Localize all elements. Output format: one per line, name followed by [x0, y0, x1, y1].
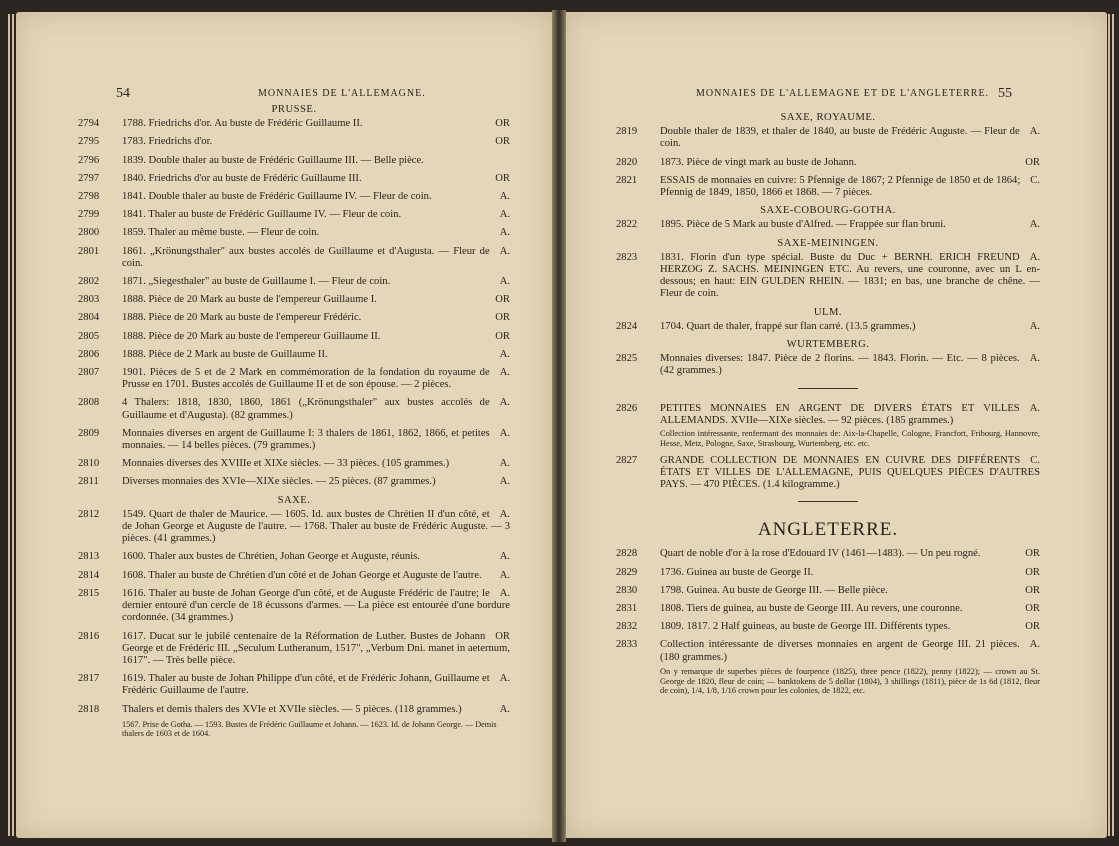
catalog-entry [78, 331, 510, 343]
section-title: PRUSSE. [271, 104, 317, 115]
page-number: 55 [998, 86, 1012, 101]
section-title: SAXE-MEININGEN. [777, 237, 879, 249]
separator-rule [798, 388, 858, 389]
lot-description [122, 312, 510, 324]
lot-description [660, 219, 1040, 231]
lot-description [122, 331, 510, 343]
section-title: ULM. [813, 306, 843, 318]
catalog-entry [616, 157, 1040, 169]
lot-number: 2795 [78, 136, 100, 148]
lot-description [122, 349, 510, 361]
catalog-entry [616, 585, 1040, 597]
section-title: SAXE, ROYAUME. [780, 112, 876, 123]
lot-text: 1600. Thaler aux bustes de Chrétien, Johan George et Auguste, réunis. [122, 551, 420, 563]
lot-number: 2823 [616, 251, 638, 263]
lot-description [660, 455, 1040, 492]
catalog-entry [78, 631, 510, 668]
metal-tag: A. [499, 458, 510, 470]
metal-tag: A. [499, 276, 510, 288]
lot-description [660, 175, 1040, 199]
lot-number: 2824 [616, 320, 638, 332]
lot-description [660, 621, 1040, 633]
lot-description [660, 603, 1040, 615]
footnote: 1567. Prise de Gotha. — 1593. Bustes de Frédéric Guillaume et Johann. — 1623. Id. de Johann George. — Demis thalers de 1603 et de 1604. [122, 719, 497, 739]
catalog-entry [616, 639, 1040, 663]
england-note: On y remarque de superbes pièces de fourpence (1825), three pence (1822), penny (1822); — crown au St. George de 1820, fleur de coin; — banktokens de 5 dollar (1804), 3 shillings (1811), pièce de 1s 6d (1812, fleur de coin), 1/4, 1/8, 1/16 crown pour les colonies, de 1822, etc. [660, 666, 1040, 696]
lot-description [122, 704, 510, 716]
lot-number: 2799 [78, 209, 100, 221]
catalog-entry [78, 458, 510, 470]
lot-description [122, 458, 510, 470]
lot-text: 1831. Florin d'un type spécial. Buste du Duc + BERNH. ERICH FREUND HERZOG Z. SACHS. MEININGEN ETC. Au revers, une couronne, avec un L en-dessous; en haut: EIN GULDEN RHEIN. — 1831; en bas, une branche de chêne. — Fleur de coin. [660, 251, 1040, 300]
lot-description [122, 118, 510, 130]
catalog-entry [616, 219, 1040, 231]
metal-tag: OR [1025, 548, 1040, 560]
catalog-entry [78, 349, 510, 361]
lot-description [122, 294, 510, 306]
lot-description [660, 567, 1040, 579]
lot-text: 1608. Thaler au buste de Chrétien d'un côté et de Johan George et Auguste de l'autre. [122, 569, 482, 581]
lot-number: 2805 [78, 330, 100, 342]
lot-text: 1888. Pièce de 20 Mark au buste de l'empereur Guillaume II. [122, 330, 381, 342]
catalog-entry [78, 704, 510, 716]
catalog-entry [78, 155, 510, 167]
catalog-entry [78, 294, 510, 306]
collection-note: Collection intéressante, renfermant des monnaies de: Aix-la-Chapelle, Cologne, Francfort, Fribourg, Hannovre, Hesse, Metz, Pologne, Saxe, Strasbourg, Wurtemberg, etc. etc. [660, 429, 1040, 448]
lot-number: 2820 [616, 156, 638, 168]
catalog-entry [78, 428, 510, 452]
lot-text: 1888. Pièce de 20 Mark au buste de l'empereur Frédéric. [122, 312, 362, 324]
lot-description [660, 126, 1040, 150]
lot-number: 2817 [78, 673, 100, 685]
lot-text: 1888. Pièce de 2 Mark au buste de Guillaume II. [122, 348, 328, 360]
metal-tag: A. [499, 397, 510, 409]
lot-text: 1888. Pièce de 20 Mark au buste de l'empereur Guillaume I. [122, 294, 377, 306]
metal-tag: A. [499, 227, 510, 239]
metal-tag: A. [499, 476, 510, 488]
lot-description [122, 476, 510, 488]
catalog-entry [78, 570, 510, 582]
lot-number: 2801 [78, 245, 100, 257]
book-gutter [552, 10, 566, 842]
england-title: ANGLETERRE. [757, 519, 899, 541]
metal-tag: OR [495, 294, 510, 306]
metal-tag: OR [1025, 621, 1040, 633]
lot-description [122, 227, 510, 239]
metal-tag: A. [1029, 402, 1040, 414]
catalog-entry [616, 126, 1040, 150]
lot-number: 2794 [78, 118, 100, 130]
lot-number: 2821 [616, 174, 638, 186]
lot-description [660, 252, 1040, 301]
lot-number: 2803 [78, 294, 100, 306]
catalog-entry [616, 548, 1040, 560]
lot-description [122, 509, 510, 546]
lot-text: 1783. Friedrichs d'or. [122, 136, 213, 148]
lot-number: 2825 [616, 353, 638, 365]
metal-tag: OR [495, 172, 510, 184]
metal-tag: A. [1029, 251, 1040, 263]
catalog-entry [616, 252, 1040, 301]
catalog-entry [78, 173, 510, 185]
lot-number: 2802 [78, 276, 100, 288]
metal-tag: OR [1025, 156, 1040, 168]
lot-text: 1549. Quart de thaler de Maurice. — 1605. Id. aux bustes de Chrétien II d'un côté, et de Johan George et Auguste de l'autre. — 1768. Thaler au buste de Frédéric Auguste. — 3 pièces. (41 grammes.) [122, 508, 510, 545]
metal-tag: A. [499, 569, 510, 581]
lot-number: 2800 [78, 227, 100, 239]
lot-number: 2829 [616, 566, 638, 578]
metal-tag: A. [499, 508, 510, 520]
catalog-entry [78, 227, 510, 239]
lot-text: 1901. Pièces de 5 et de 2 Mark en commémoration de la fondation du royaume de Prusse en 1701. Bustes accolés de Guillaume II et de son épouse. — 2 pièces. [122, 367, 490, 391]
lot-number: 2832 [616, 621, 638, 633]
metal-tag: A. [499, 245, 510, 257]
metal-tag: A. [499, 703, 510, 715]
lot-text: 1839. Double thaler au buste de Frédéric Guillaume III. — Belle pièce. [122, 154, 424, 166]
lot-description [122, 551, 510, 563]
catalog-entry [78, 551, 510, 563]
catalog-entry [616, 603, 1040, 615]
catalog-entry [78, 276, 510, 288]
lot-text: 1861. „Krönungsthaler" aux bustes accolés de Guillaume et d'Augusta. — Fleur de coin. [122, 245, 490, 269]
page-edge [1108, 14, 1110, 836]
lot-text: 1841. Double thaler au buste de Frédéric Guillaume IV. — Fleur de coin. [122, 191, 432, 203]
lot-text: 1841. Thaler au buste de Frédéric Guillaume IV. — Fleur de coin. [122, 209, 402, 221]
catalog-entry [616, 621, 1040, 633]
lot-number: 2806 [78, 348, 100, 360]
lot-description [122, 588, 510, 625]
metal-tag: OR [1025, 566, 1040, 578]
page-number: 54 [116, 86, 130, 101]
lot-text: Monnaies diverses des XVIIIe et XIXe siècles. — 33 pièces. (105 grammes.) [122, 458, 450, 470]
lot-description [660, 548, 1040, 560]
lot-text: 1859. Thaler au même buste. — Fleur de coin. [122, 227, 320, 239]
lot-number: 2831 [616, 603, 638, 615]
metal-tag: A. [499, 367, 510, 379]
lot-number: 2827 [616, 454, 638, 466]
left-content [78, 102, 510, 739]
lot-description [122, 246, 510, 270]
metal-tag: A. [499, 551, 510, 563]
catalog-entry [78, 191, 510, 203]
lot-text: ESSAIS de monnaies en cuivre: 5 Pfennige de 1867; 2 Pfennige de 1850 et de 1864; Pfennig de 1849, 1850, 1866 et 1868. — 7 pièces. [660, 174, 1021, 199]
running-head: MONNAIES DE L'ALLEMAGNE ET DE L'ANGLETERRE. [696, 88, 990, 99]
lot-text: Collection intéressante de diverses monnaies en argent de George III. 21 pièces. (180 grammes.) [660, 639, 1020, 663]
lot-number: 2813 [78, 551, 100, 563]
lot-description [122, 428, 510, 452]
metal-tag: OR [495, 136, 510, 148]
lot-text: 1704. Quart de thaler, frappé sur flan carré. (13.5 grammes.) [660, 320, 916, 332]
catalog-entry [616, 353, 1040, 377]
right-content [616, 110, 1040, 696]
lot-description [660, 585, 1040, 597]
lot-number: 2830 [616, 584, 638, 596]
lot-number: 2804 [78, 312, 100, 324]
lot-text: 1788. Friedrichs d'or. Au buste de Frédéric Guillaume II. [122, 118, 363, 130]
lot-number: 2826 [616, 402, 638, 414]
lot-description [660, 403, 1040, 427]
page-edge [1112, 14, 1114, 836]
section-title: WURTEMBERG. [786, 339, 870, 351]
catalog-entry [616, 321, 1040, 333]
lot-number: 2796 [78, 154, 100, 166]
lot-text: Double thaler de 1839, et thaler de 1840, au buste de Frédéric Auguste. — Fleur de coin. [660, 126, 1020, 150]
lot-description [122, 673, 510, 697]
lot-text: Monnaies diverses: 1847. Pièce de 2 florins. — 1843. Florin. — Etc. — 8 pièces. (42 grammes.) [660, 353, 1020, 377]
metal-tag: C. [1030, 454, 1040, 466]
lot-number: 2798 [78, 191, 100, 203]
lot-number: 2833 [616, 639, 638, 651]
lot-text: 1798. Guinea. Au buste de George III. — Belle pièce. [660, 584, 888, 596]
lot-text: 1808. Tiers de guinea, au buste de George III. Au revers, une couronne. [660, 603, 963, 615]
lot-description [122, 631, 510, 668]
left-page [16, 12, 552, 838]
lot-description [122, 209, 510, 221]
lot-text: Monnaies diverses en argent de Guillaume I: 3 thalers de 1861, 1862, 1866, et petites monnaies. — 14 belles pièces. (79 grammes.) [122, 427, 490, 452]
lot-text: Thalers et demis thalers des XVIe et XVIIe siècles. — 5 pièces. (118 grammes.) [122, 703, 462, 715]
metal-tag: A. [499, 191, 510, 203]
metal-tag: A. [1029, 353, 1040, 365]
page-edge [12, 14, 14, 836]
metal-tag: A. [1029, 219, 1040, 231]
lot-text: 1619. Thaler au buste de Johan Philippe d'un côté, et de Frédéric Johann, Guillaume et Frédéric Guillaume de l'autre. [122, 673, 490, 697]
separator-rule [798, 501, 858, 502]
metal-tag: C. [1030, 174, 1040, 186]
metal-tag: A. [1029, 126, 1040, 138]
lot-text: 1871. „Siegesthaler" au buste de Guillaume I. — Fleur de coin. [122, 276, 391, 288]
lot-text: 1895. Pièce de 5 Mark au buste d'Alfred. — Frappée sur flan bruni. [660, 219, 946, 231]
metal-tag: A. [499, 673, 510, 685]
lot-description [122, 276, 510, 288]
lot-description [122, 173, 510, 185]
lot-number: 2822 [616, 219, 638, 231]
lot-text: 1809. 1817. 2 Half guineas, au buste de George III. Différents types. [660, 621, 951, 633]
lot-text: Diverses monnaies des XVIe—XIXe siècles. — 25 pièces. (87 grammes.) [122, 476, 436, 488]
lot-number: 2809 [78, 427, 100, 439]
lot-description [122, 136, 510, 148]
lot-number: 2811 [78, 476, 99, 488]
catalog-entry [78, 209, 510, 221]
metal-tag: OR [495, 118, 510, 130]
lot-description [122, 397, 510, 421]
metal-tag: OR [495, 630, 510, 642]
catalog-entry [616, 567, 1040, 579]
catalog-entry [78, 397, 510, 421]
lot-number: 2828 [616, 548, 638, 560]
catalog-entry [616, 455, 1040, 492]
lot-description [660, 321, 1040, 333]
lot-text: 1736. Guinea au buste de George II. [660, 566, 814, 578]
section-title: SAXE. [277, 494, 311, 506]
catalog-entry [78, 246, 510, 270]
lot-number: 2816 [78, 630, 100, 642]
catalog-entry [78, 367, 510, 391]
lot-description [122, 155, 510, 167]
catalog-entry [78, 312, 510, 324]
metal-tag: OR [1025, 603, 1040, 615]
page-edge [8, 14, 10, 836]
lot-number: 2810 [78, 458, 100, 470]
lot-number: 2797 [78, 172, 100, 184]
catalog-entry [78, 136, 510, 148]
catalog-entry [616, 403, 1040, 427]
metal-tag: A. [1029, 639, 1040, 651]
metal-tag: OR [495, 330, 510, 342]
metal-tag: OR [495, 312, 510, 324]
lot-text: 1616. Thaler au buste de Johan George d'un côté, et de Auguste Frédéric de l'autre; le dernier entouré d'un cercle de 18 écussons d'armes. — La pièce est entourée d'une bordure cordonnée. (34 grammes.) [122, 587, 510, 624]
lot-description [122, 570, 510, 582]
metal-tag: A. [1029, 320, 1040, 332]
lot-number: 2812 [78, 508, 100, 520]
catalog-entry [616, 175, 1040, 199]
lot-number: 2815 [78, 587, 100, 599]
lot-text: PETITES MONNAIES EN ARGENT DE DIVERS ÉTATS ET VILLES ALLEMANDS. XVIIe—XIXe siècles. — 92 pièces. (185 grammes.) [660, 402, 1020, 426]
lot-description [660, 157, 1040, 169]
metal-tag: A. [499, 587, 510, 599]
lot-description [122, 367, 510, 391]
lot-text: 4 Thalers: 1818, 1830, 1860, 1861 („Krönungsthaler" aux bustes accolés de Guillaume et d'Augusta). (82 grammes.) [122, 397, 490, 421]
catalog-entry [78, 588, 510, 625]
lot-number: 2808 [78, 397, 100, 409]
lot-description [660, 639, 1040, 663]
metal-tag: A. [499, 348, 510, 360]
lot-text: Quart de noble d'or à la rose d'Edouard IV (1461—1483). — Un peu rogné. [660, 548, 981, 560]
lot-number: 2814 [78, 569, 100, 581]
running-head: MONNAIES DE L'ALLEMAGNE. [258, 88, 426, 99]
lot-description [660, 353, 1040, 377]
catalog-entry [78, 673, 510, 697]
lot-text: 1617. Ducat sur le jubilé centenaire de la Réformation de Luther. Bustes de Johann George et de Frédéric III. „Seculum Lutheranum, 1517", „Verbum Dni. manet in aeternum, 1617". — Très belle pièce. [122, 630, 510, 666]
catalog-entry [78, 118, 510, 130]
metal-tag: A. [499, 209, 510, 221]
catalog-entry [78, 476, 510, 488]
lot-number: 2807 [78, 367, 100, 379]
section-title: SAXE-COBOURG-GOTHA. [760, 205, 896, 217]
right-page [566, 12, 1107, 838]
lot-text: 1840. Friedrichs d'or au buste de Frédéric Guillaume III. [122, 172, 362, 184]
lot-number: 2818 [78, 703, 100, 715]
lot-number: 2819 [616, 126, 638, 138]
lot-description [122, 191, 510, 203]
metal-tag: A. [499, 427, 510, 439]
catalog-entry [78, 509, 510, 546]
lot-text: GRANDE COLLECTION DE MONNAIES EN CUIVRE DES DIFFÉRENTS ÉTATS ET VILLES DE L'ALLEMAGNE, PUIS QUELQUES PIÈCES D'AUTRES PAYS. — 470 PIÈCES. (1.4 kilogramme.) [660, 454, 1040, 491]
metal-tag: OR [1025, 584, 1040, 596]
lot-text: 1873. Pièce de vingt mark au buste de Johann. [660, 156, 857, 168]
